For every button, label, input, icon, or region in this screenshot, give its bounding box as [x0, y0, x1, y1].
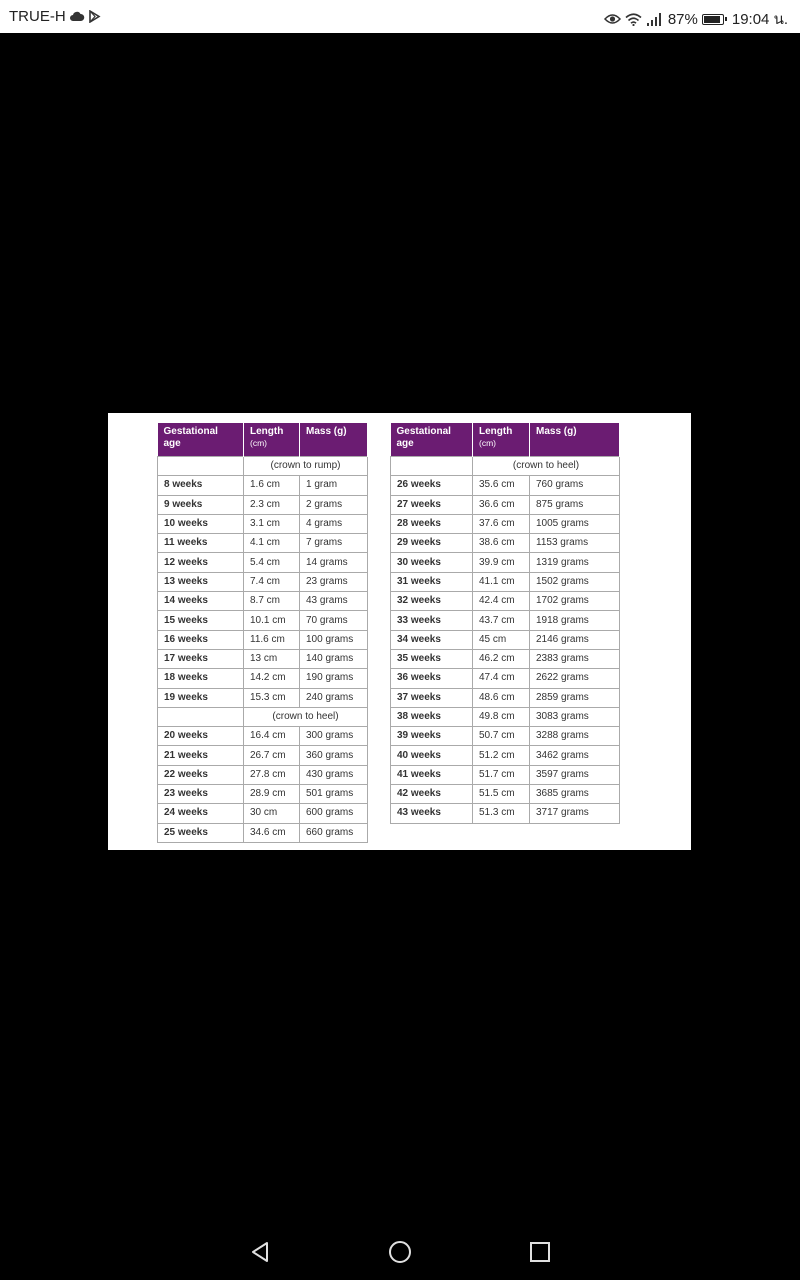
- age-cell: 41 weeks: [391, 765, 473, 784]
- section-row: [158, 457, 368, 476]
- table-row: [158, 669, 368, 688]
- carrier-name: TRUE-H: [9, 8, 66, 25]
- wifi-icon: [625, 13, 642, 26]
- table-row: [391, 495, 620, 514]
- table-row: [158, 765, 368, 784]
- mass-cell: 3083 grams: [530, 707, 620, 726]
- table-row: [158, 592, 368, 611]
- length-cell: 30 cm: [244, 804, 300, 823]
- length-cell: 51.2 cm: [473, 746, 530, 765]
- age-cell: 43 weeks: [391, 804, 473, 823]
- age-cell: 32 weeks: [391, 592, 473, 611]
- table-row: [158, 746, 368, 765]
- battery-icon: [702, 14, 724, 25]
- mass-cell: 360 grams: [300, 746, 368, 765]
- mass-cell: 1502 grams: [530, 572, 620, 591]
- header-mass: Mass (g): [530, 423, 620, 457]
- table-row: [158, 727, 368, 746]
- mass-cell: 760 grams: [530, 476, 620, 495]
- mass-cell: 240 grams: [300, 688, 368, 707]
- measurement-type-label: (crown to heel): [473, 457, 620, 476]
- table-weeks-26-43: [390, 423, 620, 824]
- age-cell: 31 weeks: [391, 572, 473, 591]
- table-row: [391, 534, 620, 553]
- mass-cell: 600 grams: [300, 804, 368, 823]
- length-cell: 39.9 cm: [473, 553, 530, 572]
- table-row: [391, 785, 620, 804]
- mass-cell: 300 grams: [300, 727, 368, 746]
- header-length-unit: (cm): [250, 438, 267, 448]
- battery-percent: 87%: [667, 10, 698, 28]
- length-cell: 11.6 cm: [244, 630, 300, 649]
- mass-cell: 1918 grams: [530, 611, 620, 630]
- mass-cell: 2859 grams: [530, 688, 620, 707]
- section-row: [158, 707, 368, 726]
- mass-cell: 3685 grams: [530, 785, 620, 804]
- table-row: [158, 611, 368, 630]
- table-row: [391, 649, 620, 668]
- mass-cell: 3717 grams: [530, 804, 620, 823]
- length-cell: 14.2 cm: [244, 669, 300, 688]
- measurement-type-label: (crown to rump): [244, 457, 368, 476]
- length-cell: 45 cm: [473, 630, 530, 649]
- age-cell: 42 weeks: [391, 785, 473, 804]
- length-cell: 51.7 cm: [473, 765, 530, 784]
- age-cell: 37 weeks: [391, 688, 473, 707]
- length-cell: 8.7 cm: [244, 592, 300, 611]
- age-cell: 36 weeks: [391, 669, 473, 688]
- table-row: [391, 592, 620, 611]
- status-bar: [0, 0, 800, 33]
- table-header-row: [158, 423, 368, 457]
- mass-cell: 1 gram: [300, 476, 368, 495]
- age-cell: 34 weeks: [391, 630, 473, 649]
- age-cell: 22 weeks: [158, 765, 244, 784]
- length-cell: 7.4 cm: [244, 572, 300, 591]
- length-cell: 27.8 cm: [244, 765, 300, 784]
- age-cell: 16 weeks: [158, 630, 244, 649]
- age-cell: 29 weeks: [391, 534, 473, 553]
- section-row: [391, 457, 620, 476]
- age-cell: 19 weeks: [158, 688, 244, 707]
- home-button[interactable]: [380, 1232, 420, 1272]
- mass-cell: 1153 grams: [530, 534, 620, 553]
- length-cell: 26.7 cm: [244, 746, 300, 765]
- table-row: [158, 495, 368, 514]
- age-cell: 10 weeks: [158, 514, 244, 533]
- length-cell: 10.1 cm: [244, 611, 300, 630]
- length-cell: 49.8 cm: [473, 707, 530, 726]
- age-cell: 33 weeks: [391, 611, 473, 630]
- length-cell: 50.7 cm: [473, 727, 530, 746]
- age-cell: 24 weeks: [158, 804, 244, 823]
- header-mass: Mass (g): [300, 423, 368, 457]
- table-row: [391, 630, 620, 649]
- table-row: [391, 476, 620, 495]
- age-cell: 8 weeks: [158, 476, 244, 495]
- age-cell: 21 weeks: [158, 746, 244, 765]
- length-cell: 51.5 cm: [473, 785, 530, 804]
- mass-cell: 100 grams: [300, 630, 368, 649]
- length-cell: 48.6 cm: [473, 688, 530, 707]
- length-cell: 1.6 cm: [244, 476, 300, 495]
- age-cell: 40 weeks: [391, 746, 473, 765]
- section-blank-cell: [158, 707, 244, 726]
- age-cell: 14 weeks: [158, 592, 244, 611]
- table-row: [391, 611, 620, 630]
- mass-cell: 2383 grams: [530, 649, 620, 668]
- mass-cell: 1005 grams: [530, 514, 620, 533]
- age-cell: 12 weeks: [158, 553, 244, 572]
- header-length-label: Length: [479, 426, 513, 437]
- table-row: [158, 476, 368, 495]
- length-cell: 51.3 cm: [473, 804, 530, 823]
- age-cell: 35 weeks: [391, 649, 473, 668]
- mass-cell: 660 grams: [300, 823, 368, 842]
- mass-cell: 3597 grams: [530, 765, 620, 784]
- mass-cell: 3462 grams: [530, 746, 620, 765]
- age-cell: 23 weeks: [158, 785, 244, 804]
- section-blank-cell: [158, 457, 244, 476]
- age-cell: 9 weeks: [158, 495, 244, 514]
- length-cell: 5.4 cm: [244, 553, 300, 572]
- measurement-type-label: (crown to heel): [244, 707, 368, 726]
- table-row: [158, 785, 368, 804]
- age-cell: 28 weeks: [391, 514, 473, 533]
- length-cell: 36.6 cm: [473, 495, 530, 514]
- age-cell: 38 weeks: [391, 707, 473, 726]
- mass-cell: 2146 grams: [530, 630, 620, 649]
- age-cell: 27 weeks: [391, 495, 473, 514]
- mass-cell: 23 grams: [300, 572, 368, 591]
- header-length-unit: (cm): [479, 438, 496, 448]
- table-row: [391, 572, 620, 591]
- length-cell: 34.6 cm: [244, 823, 300, 842]
- table-row: [158, 553, 368, 572]
- table-row: [158, 534, 368, 553]
- length-cell: 3.1 cm: [244, 514, 300, 533]
- recents-button[interactable]: [520, 1232, 560, 1272]
- length-cell: 46.2 cm: [473, 649, 530, 668]
- mass-cell: 430 grams: [300, 765, 368, 784]
- age-cell: 17 weeks: [158, 649, 244, 668]
- table-row: [391, 727, 620, 746]
- table-row: [391, 707, 620, 726]
- length-cell: 15.3 cm: [244, 688, 300, 707]
- mass-cell: 1702 grams: [530, 592, 620, 611]
- header-length: [244, 423, 300, 457]
- mass-cell: 7 grams: [300, 534, 368, 553]
- length-cell: 43.7 cm: [473, 611, 530, 630]
- length-cell: 35.6 cm: [473, 476, 530, 495]
- clock: 19:04 น.: [731, 11, 788, 28]
- table-row: [158, 572, 368, 591]
- length-cell: 37.6 cm: [473, 514, 530, 533]
- length-cell: 16.4 cm: [244, 727, 300, 746]
- length-cell: 4.1 cm: [244, 534, 300, 553]
- age-cell: 20 weeks: [158, 727, 244, 746]
- home-icon: [387, 1239, 413, 1265]
- age-cell: 18 weeks: [158, 669, 244, 688]
- length-cell: 38.6 cm: [473, 534, 530, 553]
- table-row: [158, 649, 368, 668]
- recents-icon: [529, 1241, 551, 1263]
- cloud-icon: [69, 11, 85, 22]
- mass-cell: 2 grams: [300, 495, 368, 514]
- age-cell: 13 weeks: [158, 572, 244, 591]
- table-row: [391, 669, 620, 688]
- age-cell: 25 weeks: [158, 823, 244, 842]
- mass-cell: 3288 grams: [530, 727, 620, 746]
- play-store-icon: [88, 10, 101, 23]
- eye-icon: [604, 13, 621, 25]
- gestational-chart-image[interactable]: [108, 413, 691, 850]
- back-icon: [249, 1240, 271, 1264]
- mass-cell: 4 grams: [300, 514, 368, 533]
- age-cell: 39 weeks: [391, 727, 473, 746]
- signal-icon: [646, 13, 664, 26]
- length-cell: 42.4 cm: [473, 592, 530, 611]
- length-cell: 41.1 cm: [473, 572, 530, 591]
- header-gestational-age: Gestational age: [391, 423, 473, 457]
- header-gestational-age: Gestational age: [158, 423, 244, 457]
- length-cell: 28.9 cm: [244, 785, 300, 804]
- table-row: [158, 688, 368, 707]
- table-row: [391, 765, 620, 784]
- mass-cell: 2622 grams: [530, 669, 620, 688]
- table-row: [158, 514, 368, 533]
- table-row: [158, 630, 368, 649]
- back-button[interactable]: [240, 1232, 280, 1272]
- age-cell: 15 weeks: [158, 611, 244, 630]
- table-row: [391, 514, 620, 533]
- table-row: [391, 804, 620, 823]
- mass-cell: 190 grams: [300, 669, 368, 688]
- age-cell: 11 weeks: [158, 534, 244, 553]
- table-row: [158, 823, 368, 842]
- age-cell: 26 weeks: [391, 476, 473, 495]
- section-blank-cell: [391, 457, 473, 476]
- length-cell: 47.4 cm: [473, 669, 530, 688]
- table-row: [391, 746, 620, 765]
- header-length: [473, 423, 530, 457]
- length-cell: 13 cm: [244, 649, 300, 668]
- mass-cell: 14 grams: [300, 553, 368, 572]
- table-header-row: [391, 423, 620, 457]
- length-cell: 2.3 cm: [244, 495, 300, 514]
- mass-cell: 43 grams: [300, 592, 368, 611]
- navigation-bar: [0, 1224, 800, 1280]
- header-length-label: Length: [250, 426, 284, 437]
- table-row: [158, 804, 368, 823]
- table-row: [391, 688, 620, 707]
- table-row: [391, 553, 620, 572]
- mass-cell: 140 grams: [300, 649, 368, 668]
- age-cell: 30 weeks: [391, 553, 473, 572]
- mass-cell: 875 grams: [530, 495, 620, 514]
- mass-cell: 501 grams: [300, 785, 368, 804]
- mass-cell: 1319 grams: [530, 553, 620, 572]
- table-weeks-8-25: [157, 423, 368, 843]
- mass-cell: 70 grams: [300, 611, 368, 630]
